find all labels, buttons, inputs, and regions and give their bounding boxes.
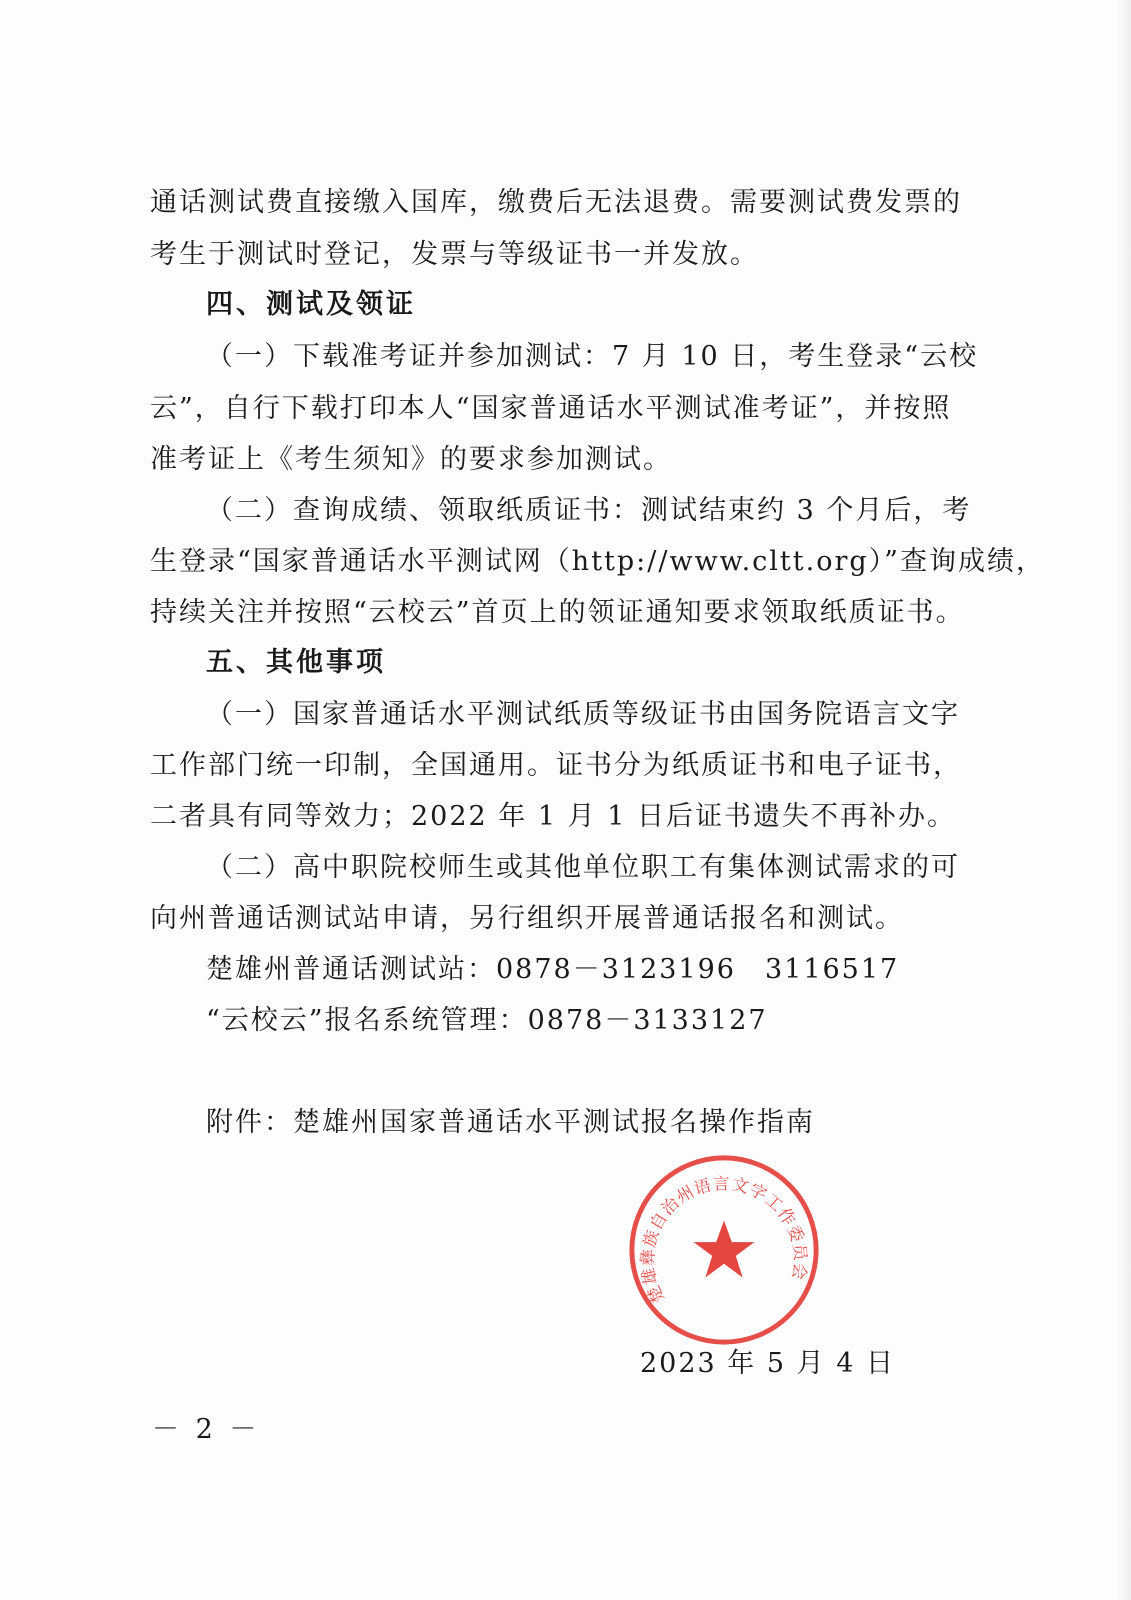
attachment-line: 附件：楚雄州国家普通话水平测试报名操作指南 (206, 1107, 815, 1138)
seal-text: 楚雄彝族自治州语言文字工作委员会 (638, 1174, 811, 1306)
body-line: 向州普通话测试站申请，另行组织开展普通话报名和测试。 (150, 903, 904, 934)
section-heading-5: 五、其他事项 (206, 647, 386, 678)
body-line: 持续关注并按照“云校云”首页上的领证通知要求领取纸质证书。 (150, 597, 965, 628)
page-edge (1117, 0, 1131, 1600)
body-line: （二）查询成绩、领取纸质证书：测试结束约 3 个月后，考 (206, 495, 972, 526)
page-number: － 2 － (152, 1414, 261, 1445)
body-line: （一）下载准考证并参加测试：7 月 10 日，考生登录“云校 (206, 341, 979, 372)
issue-date: 2023 年 5 月 4 日 (640, 1348, 895, 1379)
body-line: 生登录“国家普通话水平测试网（http://www.cltt.org）”查询成绩， (150, 546, 1045, 577)
body-line: 考生于测试时登记，发票与等级证书一并发放。 (150, 239, 759, 270)
body-line: 云”，自行下载打印本人“国家普通话水平测试准考证”，并按照 (150, 393, 952, 424)
official-seal (626, 1152, 822, 1348)
body-line: （一）国家普通话水平测试纸质等级证书由国务院语言文字 (206, 699, 960, 730)
body-line: （二）高中职院校师生或其他单位职工有集体测试需求的可 (206, 852, 960, 883)
body-line: 通话测试费直接缴入国库，缴费后无法退费。需要测试费发票的 (150, 187, 962, 218)
body-line: 二者具有同等效力；2022 年 1 月 1 日后证书遗失不再补办。 (150, 801, 956, 832)
contact-line: “云校云”报名系统管理：0878－3133127 (206, 1005, 768, 1036)
body-line: 准考证上《考生须知》的要求参加测试。 (150, 444, 672, 475)
contact-line: 楚雄州普通话测试站：0878－3123196 3116517 (206, 954, 900, 985)
section-heading-4: 四、测试及领证 (206, 289, 416, 320)
star-icon (694, 1221, 755, 1278)
body-line: 工作部门统一印制，全国通用。证书分为纸质证书和电子证书， (150, 750, 962, 781)
